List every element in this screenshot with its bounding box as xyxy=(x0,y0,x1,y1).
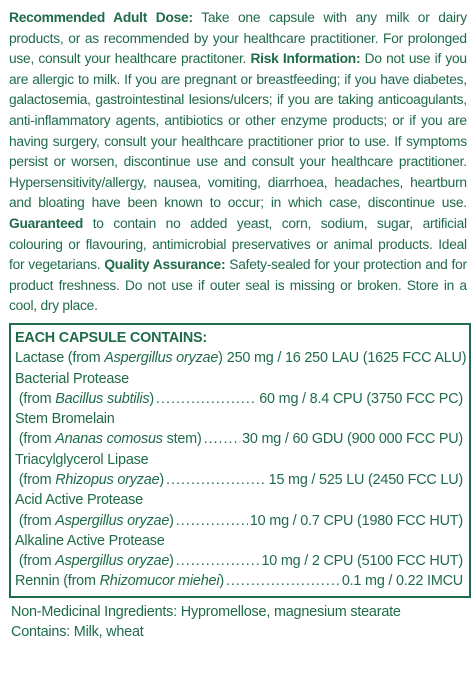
footer xyxy=(9,602,468,643)
contents-title: EACH CAPSULE CONTAINS: xyxy=(15,329,208,346)
risk-text: Do not use if you are allergic to milk. If you are pregnant or breastfeeding; if you have diabetes, galactosemia, gastrointestinal lesions/ulcers; if you are taking anticoagulants, anti-inflammatory agents, antibiotics or other enzyme products; or if you are having surgery, consult your healthcare practitioner prior to use. If symptoms persist or worsen, discontinue use and consult your healthcare practitioner. Hypersensitivity/allergy, nausea, vomiting, diarrhoea, headaches, heartburn and bloating have been known to occur; in which case, discontinue use. xyxy=(9,51,467,212)
ingredient-amount: 60 mg / 8.4 CPU (3750 FCC PC) xyxy=(259,390,463,407)
guarantee-text: to contain no added yeast, corn, sodium, sugar, artificial colouring or flavouring, antimicrobial preservatives or animal products. Ideal for vegetarians. xyxy=(9,215,467,274)
ingredient-title-bromelain: Stem Bromelain xyxy=(15,411,115,428)
non-medicinal-ingredients: Non-Medicinal Ingredients: Hypromellose, magnesium stearate xyxy=(11,603,401,620)
ingredient-title-acid: Acid Active Protease xyxy=(15,492,143,509)
quality-heading: Quality Assurance: xyxy=(104,257,226,274)
risk-heading: Risk Information: xyxy=(250,51,361,68)
ingredient-row-lipase: (from Rhizopus oryzae) . . . 15 mg / 525 LU (2450 FCC LU) xyxy=(15,470,463,490)
ingredient-amount: 10 mg / 2 CPU (5100 FCC HUT) xyxy=(261,553,463,570)
ingredient-amount: 30 mg / 60 GDU (900 000 FCC PU) xyxy=(242,431,463,448)
ingredient-title-lipase: Triacylglycerol Lipase xyxy=(15,451,149,468)
ingredient-row-acid: (from Aspergillus oryzae) . . . 10 mg / 0.7 CPU (1980 FCC HUT) xyxy=(15,511,463,531)
dose-paragraph xyxy=(9,8,467,317)
ingredient-amount: 250 mg / 16 250 LAU (1625 FCC ALU) xyxy=(226,350,467,367)
ingredient-row-lactase: Lactase (from Aspergillus oryzae) 250 mg / 16 250 LAU (1625 FCC ALU) xyxy=(15,348,463,368)
ingredient-title-bacterial: Bacterial Protease xyxy=(15,370,129,387)
ingredient-row-bromelain: (from Ananas comosus stem) . . . 30 mg / 60 GDU (900 000 FCC PU) xyxy=(15,429,463,449)
capsule-contents-box xyxy=(9,323,471,598)
dose-heading: Recommended Adult Dose: xyxy=(9,10,193,26)
ingredient-row-rennin: Rennin (from Rhizomucor miehei) . . . 0.1 mg / 0.22 IMCU xyxy=(15,571,463,591)
ingredient-title-alkaline: Alkaline Active Protease xyxy=(15,532,165,549)
ingredient-amount: 15 mg / 525 LU (2450 FCC LU) xyxy=(268,471,463,488)
ingredient-amount: 0.1 mg / 0.22 IMCU xyxy=(341,573,463,590)
quality-text: Safety-sealed for your protection and for product freshness. Do not use if outer seal is missing or broken. Store in a cool, dry place. xyxy=(9,257,467,315)
ingredient-row-alkaline: (from Aspergillus oryzae) . . . 10 mg / 2 CPU (5100 FCC HUT) xyxy=(15,551,463,571)
ingredient-amount: 10 mg / 0.7 CPU (1980 FCC HUT) xyxy=(249,512,463,529)
dose-text: Take one capsule with any milk or dairy products, or as recommended by your healthcare practitioner. For prolonged use, consult your healthcare practitoner. xyxy=(9,10,467,68)
guarantee-heading: Guaranteed xyxy=(9,215,84,232)
allergen-contains: Contains: Milk, wheat xyxy=(11,624,144,641)
ingredient-row-bacterial: (from Bacillus subtilis) . . . 60 mg / 8.4 CPU (3750 FCC PC) xyxy=(15,389,463,409)
